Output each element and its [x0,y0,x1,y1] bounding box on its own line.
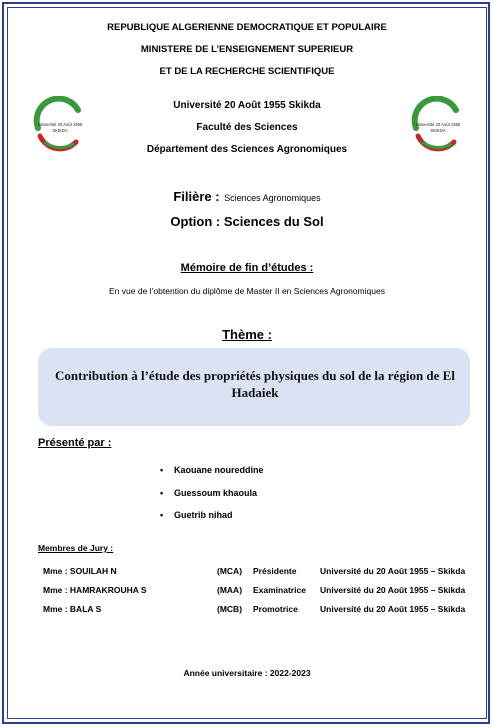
svg-text:SKIKDA: SKIKDA [52,128,68,133]
memoire-title: Mémoire de fin d’études : [180,262,314,274]
jury-member-role: Présidente [253,566,297,576]
svg-text:Université 20 Août 1955: Université 20 Août 1955 [37,122,83,127]
memoire-subtitle: En vue de l’obtention du diplôme de Master II en Sciences Agronomiques [109,286,385,296]
header-republic: REPUBLIQUE ALGERIENNE DEMOCRATIQUE ET POPULAIRE [107,22,387,33]
department-name: Département des Sciences Agronomiques [146,144,348,155]
jury-member-name: Mme : SOUILAH N [43,566,117,576]
svg-text:Université 20 Août 1955: Université 20 Août 1955 [415,122,461,127]
student-name: Kaouane noureddine [174,465,264,475]
jury-member-grade: (MAA) [217,585,243,595]
student-name: Guetrib nihad [174,510,233,520]
jury-label: Membres de Jury : [38,543,114,553]
theme-label: Thème : [222,327,272,342]
jury-member-institution: Université du 20 Août 1955 – Skikda [320,585,466,595]
header-ministry: MINISTERE DE L’ENSEIGNEMENT SUPERIEUR [140,44,354,55]
jury-member-name: Mme : BALA S [43,604,102,614]
theme-title: Contribution à l’étude des propriétés physiques du sol de la région de El Hadaiek [55,368,455,400]
bullet-icon: • [160,488,164,498]
presented-by-label: Présenté par : [38,437,112,449]
jury-member-role: Examinatrice [253,585,306,595]
student-name: Guessoum khaoula [174,488,258,498]
bullet-icon: • [160,510,164,520]
jury-member-institution: Université du 20 Août 1955 – Skikda [320,566,466,576]
university-name: Université 20 Août 1955 Skikda [173,100,321,111]
bullet-icon: • [160,465,164,475]
filiere-value: Sciences Agronomiques [224,193,321,203]
jury-member-grade: (MCB) [217,604,243,614]
option-line: Option : Sciences du Sol [170,214,324,229]
filiere-line [0,188,494,206]
header-research: ET DE LA RECHERCHE SCIENTIFIQUE [159,66,335,77]
academic-year: Année universitaire : 2022-2023 [183,668,311,678]
jury-member-institution: Université du 20 Août 1955 – Skikda [320,604,466,614]
jury-member-name: Mme : HAMRAKROUHA S [43,585,147,595]
jury-member-grade: (MCA) [217,566,243,576]
filiere-label: Filière : [173,189,220,204]
faculty-name: Faculté des Sciences [196,122,298,133]
svg-text:SKIKDA: SKIKDA [430,128,446,133]
jury-member-role: Promotrice [253,604,298,614]
